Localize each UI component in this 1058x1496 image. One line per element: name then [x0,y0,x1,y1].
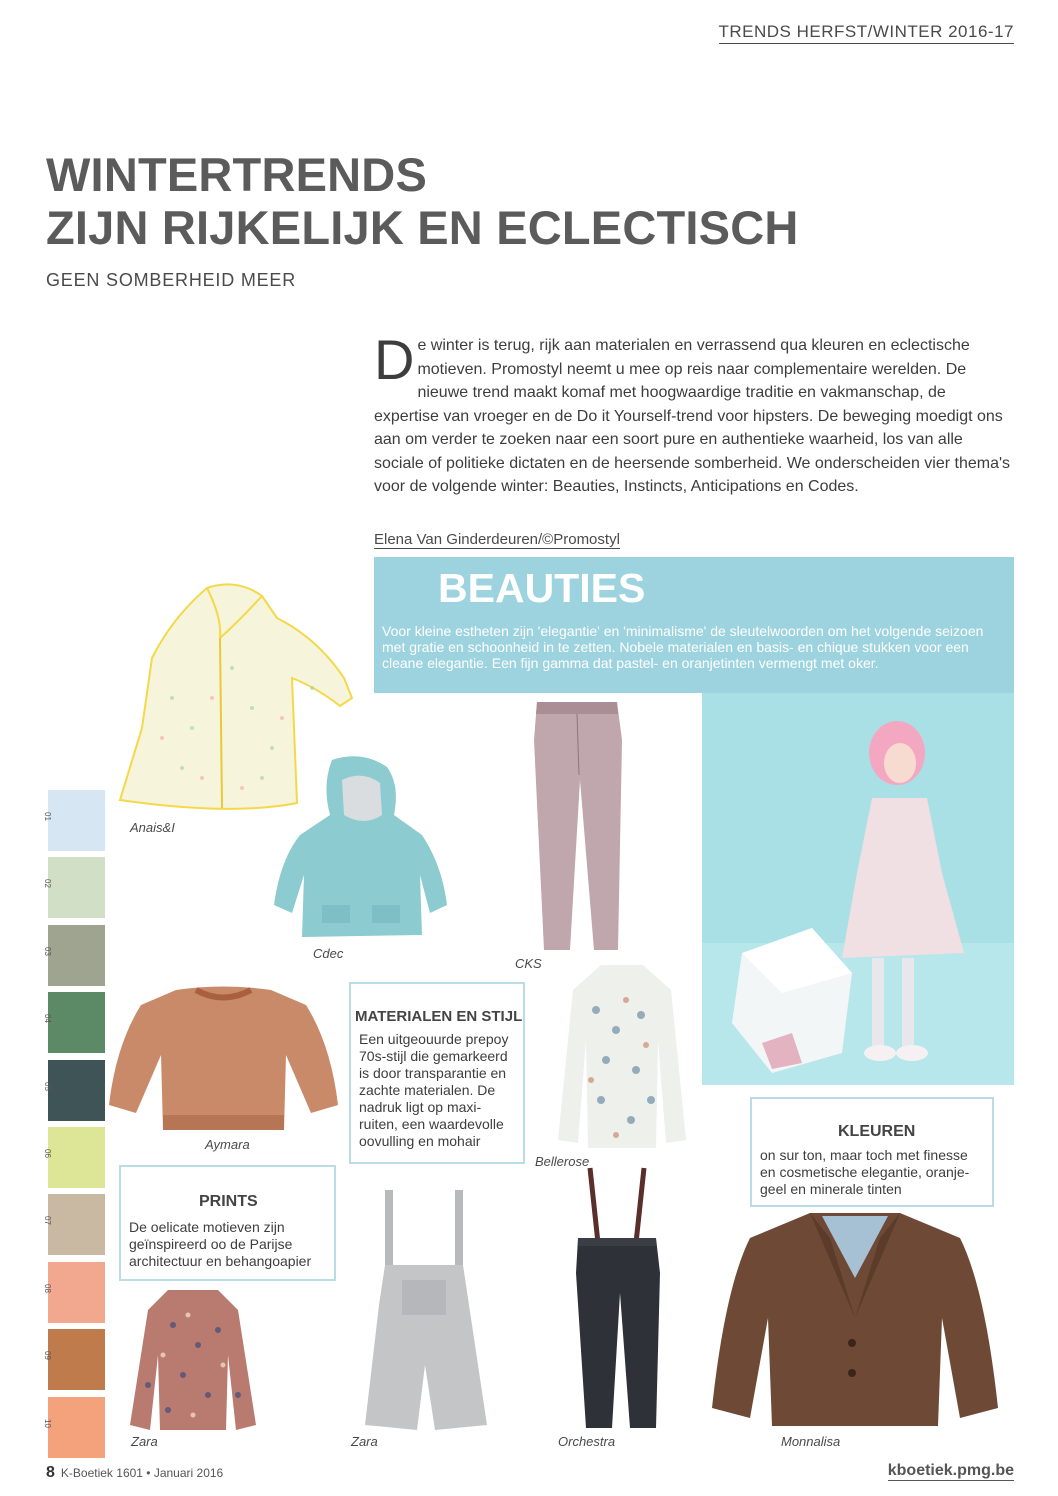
intro-text: e winter is terug, rijk aan materialen en verrassend qua kleuren en eclectische motieven. Promostyl neemt u mee op reis naar complementaire werelden. De nieuwe trend maakt komaf met hoogwaardige traditie en vakmanschap, de expertise van vroeger en de Do it Yourself-trend voor hipsters. De beweging moedigt ons aan om verder te zoeken naar een soort pure en authentieke waarheid, los van alle sociale of politieke dictaten en de heersende somberheid. We onderscheiden vier thema's voor de volgende winter: Beauties, Instincts, Anticipations en Codes. [374,337,1011,495]
overall-image [357,1185,497,1433]
caption-anais: Anais&I [130,820,175,835]
swatch-label: 08 [43,1283,52,1293]
trousers-image [568,1163,666,1433]
beauties-text: Voor kleine estheten zijn 'elegantie' en 'minimalisme' de sleutelwoorden om het volgende seizoen met gratie en schoonheid in te zetten. Nobele materialen en basis- en chique stukken voor een cleane elegantie. Een fijn gamma dat pastel- en oranjetinten vermengt met oker. [382,623,984,671]
swatch-label: 03 [43,946,52,956]
color-swatch [43,1329,105,1390]
caption-cks: CKS [515,956,542,971]
intro-dropcap: D [374,328,415,391]
kleuren-text: on sur ton, maar toch met finesse en cosmetische elegantie, oranje-geel en minerale tinten [760,1147,970,1197]
website-link[interactable]: kboetiek.pmg.be [887,1462,1014,1479]
swatch-label: 01 [43,812,52,821]
title-line-2: ZIJN RIJKELIJK EN ECLECTISCH [46,201,799,254]
color-swatch [43,1194,105,1255]
caption-monnalisa: Monnalisa [781,1434,841,1449]
shirt-image [556,960,688,1150]
color-swatch [43,925,105,986]
kleuren-box [750,1097,994,1207]
beauties-title: BEAUTIES [438,565,646,611]
caption-aymara: Aymara [205,1137,250,1152]
color-swatch [43,1127,105,1188]
kleuren-title: KLEUREN [838,1123,916,1140]
prints-title: PRINTS [199,1193,258,1210]
swatch-label: 05 [43,1081,52,1091]
swatch-label: 04 [43,1014,52,1024]
issue-info: K-Boetiek 1601 • Januari 2016 [60,1466,224,1480]
beauties-box [374,557,1014,693]
section-header: TRENDS HERFST/WINTER 2016-17 [719,22,1015,44]
swatch-label: 10 [43,1418,52,1428]
caption-bellerose: Bellerose [535,1154,590,1169]
girl-photo [702,693,1014,1085]
color-swatch [43,1397,105,1458]
intro-paragraph [374,328,1014,499]
hoodie-image [272,755,450,945]
color-swatch [43,857,105,918]
swatch-label: 09 [43,1351,52,1361]
blazer-image [710,1208,1000,1428]
caption-zara-1: Zara [131,1434,158,1449]
materialen-text: Een uitgeouurde prepoy 70s-stijl die gemarkeerd is door transparantie en zachte materialen. De nadruk ligt op maxi-ruiten, een waardevolle oovulling en mohair [359,1031,509,1149]
color-swatch [43,790,105,851]
title-line-1: WINTERTRENDS [46,148,427,201]
caption-orchestra: Orchestra [558,1434,616,1449]
byline: Elena Van Ginderdeuren/©Promostyl [374,531,620,548]
color-swatch [43,1060,105,1121]
swatch-label: 02 [43,879,52,889]
page-number: 8 [46,1464,55,1481]
caption-cdec: Cdec [313,946,344,961]
materialen-box [349,982,525,1164]
jeans-image [522,700,632,955]
materialen-title: MATERIALEN EN STIJL [355,1008,523,1025]
sweater-image [106,985,341,1135]
prints-box [119,1165,336,1281]
blouse-image [128,1285,258,1433]
page-subtitle: GEEN SOMBERHEID MEER [46,270,297,290]
color-swatch [43,992,105,1053]
swatch-label: 07 [43,1216,52,1226]
color-swatch [43,1262,105,1323]
caption-zara-2: Zara [351,1434,378,1449]
page-title [46,148,798,254]
footer-issue [46,1464,223,1482]
swatch-label: 06 [43,1149,52,1158]
prints-text: De oelicate motieven zijn geïnspireerd oo de Parijse architectuur en behangoapier [129,1219,312,1269]
